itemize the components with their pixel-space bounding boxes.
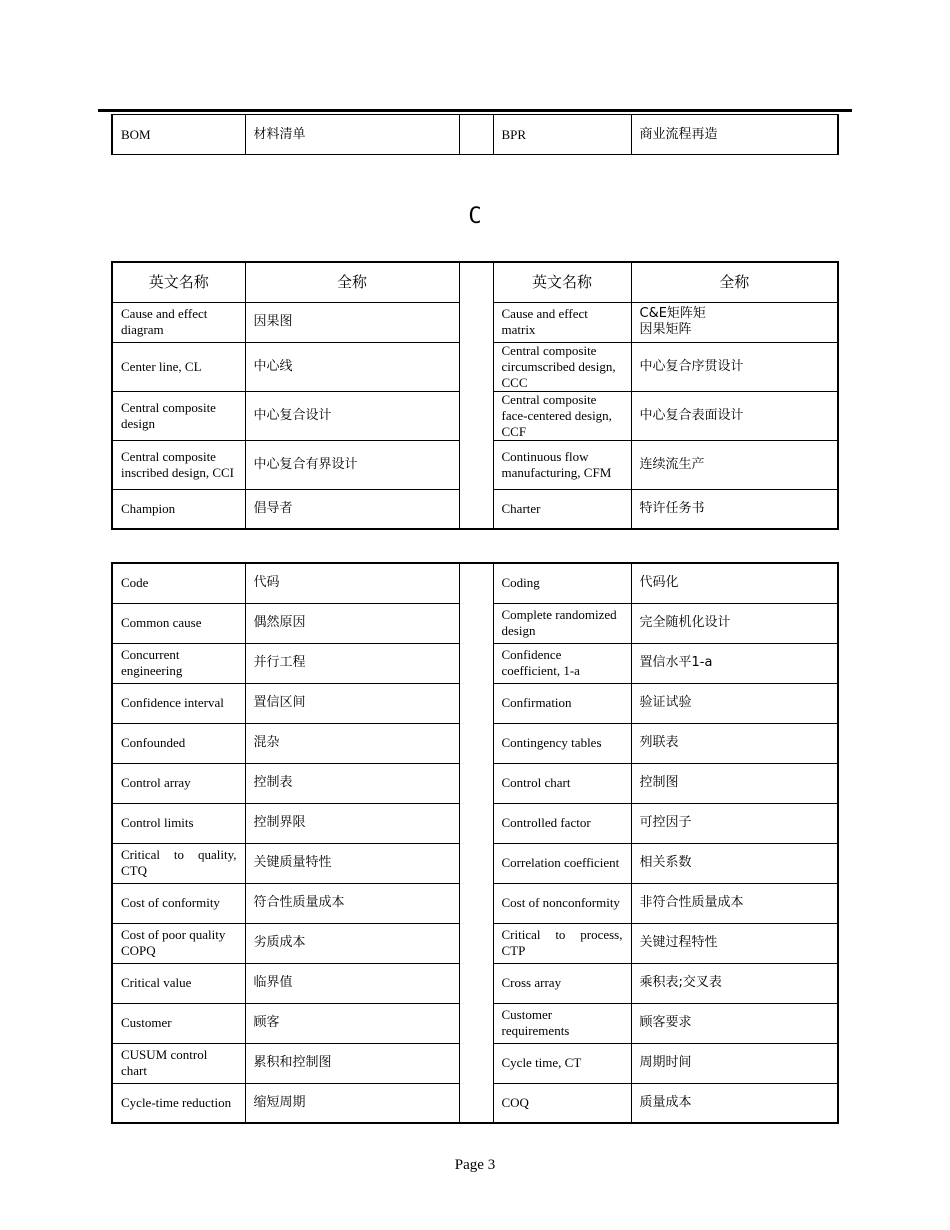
- table-row: [112, 115, 838, 155]
- glossary-table-c-part1: [111, 261, 839, 530]
- term-zh-right: 完全随机化设计: [631, 603, 838, 643]
- term-en-right: Confidence coefficient, 1-a: [493, 643, 631, 683]
- term-en-left: Critical to quality, CTQ: [112, 843, 245, 883]
- term-zh-right: 非符合性质量成本: [631, 883, 838, 923]
- term-en-left: Control array: [112, 763, 245, 803]
- term-zh-left: 缩短周期: [245, 1083, 459, 1123]
- term-en-left: Central composite inscribed design, CCI: [112, 440, 245, 489]
- term-en-right: Cycle time, CT: [493, 1043, 631, 1083]
- term-zh-left: 中心复合有界设计: [245, 440, 459, 489]
- term-zh-right: 特许任务书: [631, 489, 838, 529]
- term-en-left: Cost of conformity: [112, 883, 245, 923]
- glossary-table-c-part2: [111, 562, 839, 1124]
- term-zh-left: 中心复合设计: [245, 391, 459, 440]
- term-zh-right: 顾客要求: [631, 1003, 838, 1043]
- glossary-table-b-end: [111, 114, 839, 155]
- term-zh-left: 顾客: [245, 1003, 459, 1043]
- term-en-right: Critical to process, CTP: [493, 923, 631, 963]
- term-zh-right: 商业流程再造: [631, 115, 838, 155]
- term-en-right: Cost of nonconformity: [493, 883, 631, 923]
- term-zh-left: 因果图: [245, 302, 459, 342]
- table-row: [112, 563, 838, 603]
- term-zh-left: 倡导者: [245, 489, 459, 529]
- term-zh-right: 置信水平1-a: [631, 643, 838, 683]
- term-zh-left: 偶然原因: [245, 603, 459, 643]
- term-en-right: Coding: [493, 563, 631, 603]
- term-en-left: Champion: [112, 489, 245, 529]
- term-zh-right: 关键过程特性: [631, 923, 838, 963]
- term-zh-right: 乘积表;交叉表: [631, 963, 838, 1003]
- term-zh-left: 符合性质量成本: [245, 883, 459, 923]
- term-en-left: Central composite design: [112, 391, 245, 440]
- term-zh-left: 中心线: [245, 342, 459, 391]
- term-zh-left: 代码: [245, 563, 459, 603]
- term-en-left: Cost of poor quality COPQ: [112, 923, 245, 963]
- section-title: C: [468, 204, 482, 229]
- term-en-right: Continuous flow manufacturing, CFM: [493, 440, 631, 489]
- column-gap: [459, 115, 493, 155]
- term-zh-right: 中心复合表面设计: [631, 391, 838, 440]
- header-en-2: 英文名称: [493, 262, 631, 302]
- term-en-right: Contingency tables: [493, 723, 631, 763]
- term-zh-left: 控制界限: [245, 803, 459, 843]
- term-en-right: Complete randomized design: [493, 603, 631, 643]
- term-en-right: Controlled factor: [493, 803, 631, 843]
- term-en-right: Customer requirements: [493, 1003, 631, 1043]
- term-zh-right: 控制图: [631, 763, 838, 803]
- term-en-left: Confounded: [112, 723, 245, 763]
- column-gap: [459, 563, 493, 1123]
- term-en-right: Cause and effect matrix: [493, 302, 631, 342]
- term-zh-right: 质量成本: [631, 1083, 838, 1123]
- term-en-left: Confidence interval: [112, 683, 245, 723]
- term-en-left: Common cause: [112, 603, 245, 643]
- header-en-1: 英文名称: [112, 262, 245, 302]
- term-en-right: Correlation coefficient: [493, 843, 631, 883]
- term-zh-right: 中心复合序贯设计: [631, 342, 838, 391]
- page-footer: Page 3: [454, 1157, 496, 1173]
- term-zh-left: 控制表: [245, 763, 459, 803]
- term-zh-right: 代码化: [631, 563, 838, 603]
- term-en-right: Charter: [493, 489, 631, 529]
- term-en-left: Concurrent engineering: [112, 643, 245, 683]
- term-zh-left: 混杂: [245, 723, 459, 763]
- term-zh-left: 劣质成本: [245, 923, 459, 963]
- term-en-left: Customer: [112, 1003, 245, 1043]
- header-full-1: 全称: [245, 262, 459, 302]
- term-zh-right: C&E矩阵矩 因果矩阵: [631, 302, 838, 342]
- term-zh-right: 可控因子: [631, 803, 838, 843]
- term-en-left: CUSUM control chart: [112, 1043, 245, 1083]
- term-zh-right: 连续流生产: [631, 440, 838, 489]
- header-rule: [98, 109, 852, 112]
- term-en-left: Critical value: [112, 963, 245, 1003]
- term-en-left: Code: [112, 563, 245, 603]
- term-zh-left: 关键质量特性: [245, 843, 459, 883]
- term-en-left: Control limits: [112, 803, 245, 843]
- term-en-left: BOM: [112, 115, 245, 155]
- term-en-right: BPR: [493, 115, 631, 155]
- term-zh-right: 周期时间: [631, 1043, 838, 1083]
- term-en-right: Central composite face-centered design, CCF: [493, 391, 631, 440]
- term-zh-right: 列联表: [631, 723, 838, 763]
- term-zh-right: 相关系数: [631, 843, 838, 883]
- header-row: [112, 262, 838, 302]
- column-gap: [459, 262, 493, 529]
- term-en-left: Cycle-time reduction: [112, 1083, 245, 1123]
- term-zh-left: 材料清单: [245, 115, 459, 155]
- term-en-right: Central composite circumscribed design, CCC: [493, 342, 631, 391]
- term-zh-left: 置信区间: [245, 683, 459, 723]
- term-zh-left: 累积和控制图: [245, 1043, 459, 1083]
- term-en-right: COQ: [493, 1083, 631, 1123]
- term-en-right: Control chart: [493, 763, 631, 803]
- term-en-right: Cross array: [493, 963, 631, 1003]
- term-en-right: Confirmation: [493, 683, 631, 723]
- term-zh-left: 临界值: [245, 963, 459, 1003]
- header-full-2: 全称: [631, 262, 838, 302]
- term-zh-right: 验证试验: [631, 683, 838, 723]
- term-en-left: Center line, CL: [112, 342, 245, 391]
- term-en-left: Cause and effect diagram: [112, 302, 245, 342]
- term-zh-left: 并行工程: [245, 643, 459, 683]
